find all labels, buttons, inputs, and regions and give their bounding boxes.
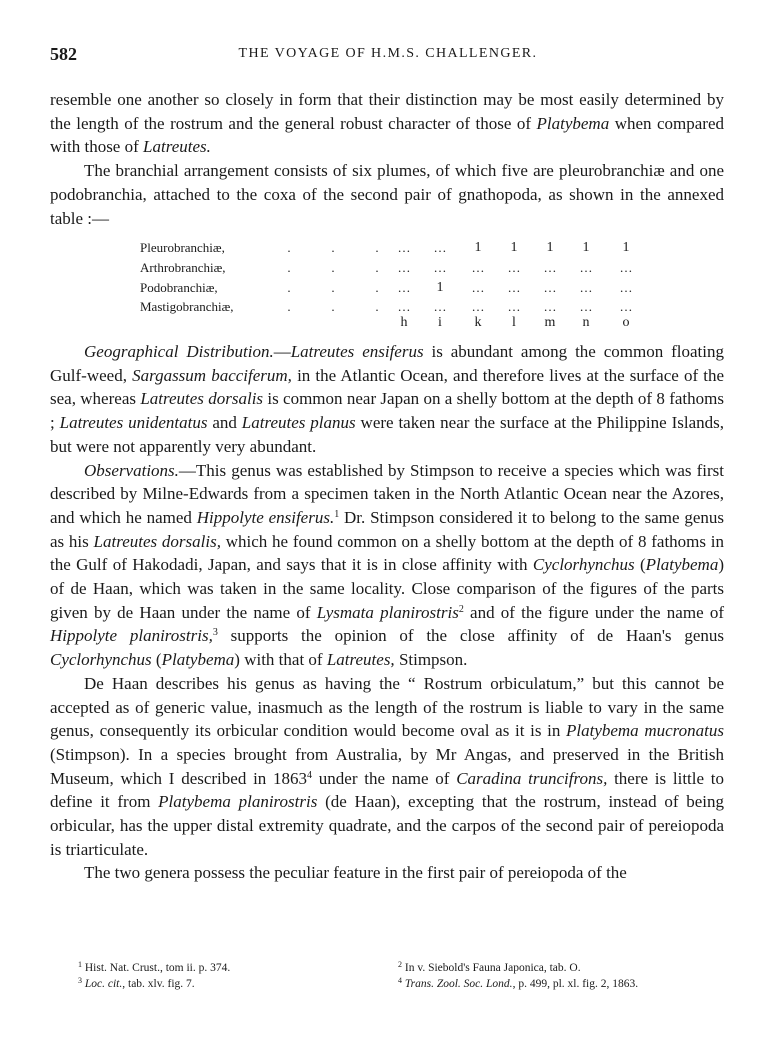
cell-i: 1 <box>436 280 444 295</box>
cell-n: 1 <box>582 240 590 255</box>
column-letter: k <box>474 315 482 330</box>
cell-h: … <box>397 280 411 295</box>
footnote-ref: 4 <box>307 769 313 781</box>
paragraph-two-genera: The two genera possess the peculiar feature in the first pair of pereiopoda of the <box>84 863 627 883</box>
page-number: 582 <box>50 44 77 64</box>
text-block-upper <box>50 88 724 230</box>
cell-o: … <box>619 280 633 295</box>
footnotes <box>78 962 718 1002</box>
cell-m: … <box>543 260 557 275</box>
paragraph-observations: Observations.—This genus was established by Stimpson to receive a species which was first described by Milne-Edwards from a specimen taken in the North Atlantic Ocean near the Azores, and which he named Hippolyte ensiferus.$^1$ Dr. Stimpson considered it to belong to the same genus as his Latreutes dorsalis, which he found common on a shelly bottom at the depth of 8 fathoms in the Gulf of Hakodadi, Japan, and says that it is in close affinity with Cyclorhynchus (Platybema) of de Haan, which was taken in the same locality. Close comparison of the figures of the parts given by de Haan under the name of Lysmata planirostris$^2$ and of the figure under the name of Hippolyte planirostris,$^3$ supports the opinion of the close affinity of de Haan's genus Cyclorhynchus (Platybema) with that of Latreutes, Stimpson. <box>50 460 725 670</box>
cell-i: … <box>433 260 447 275</box>
cell-h: … <box>397 240 411 255</box>
branchial-table: Pleurobranchiæ, . . . … … 1 1 1 1 1 Arthrobranchiæ, . . . … … … … … … … Podobranchiæ, . . . … 1 … … … … … Mastigobranchiæ, . . . … … … … … … … h i k l m n o <box>140 240 660 332</box>
running-title: THE VOYAGE OF H.M.S. CHALLENGER. <box>238 46 538 61</box>
cell-i: … <box>433 299 447 314</box>
cell-o: 1 <box>622 240 630 255</box>
cell-n: … <box>579 299 593 314</box>
paragraph-branchial: The branchial arrangement consists of six plumes, of which five are pleurobranchiæ and one podobranchia, attached to the coxa of the second pair of gnathopoda, as shown in the annexed table :— <box>50 161 724 228</box>
cell-o: … <box>619 260 633 275</box>
cell-m: … <box>543 299 557 314</box>
cell-n: … <box>579 280 593 295</box>
footnote-2: $^2$ In v. Siebold's Fauna Japonica, tab. O. <box>398 960 581 974</box>
footnote-ref: 3 <box>212 627 218 639</box>
footnote-ref: 1 <box>334 508 340 520</box>
row-label: Pleurobranchiæ, <box>140 240 225 255</box>
row-label: Mastigobranchiæ, <box>140 299 234 314</box>
page-header <box>50 44 726 68</box>
text-block-lower <box>50 340 724 885</box>
cell-k: … <box>471 299 485 314</box>
cell-i: … <box>433 240 447 255</box>
cell-l: 1 <box>510 240 518 255</box>
cell-k: 1 <box>474 240 482 255</box>
cell-n: … <box>579 260 593 275</box>
column-letter: m <box>544 315 556 330</box>
footnote-1: $^1$ Hist. Nat. Crust., tom ii. p. 374. <box>78 960 231 974</box>
footnote-3: $^3$ Loc. cit., tab. xlv. fig. 7. <box>78 976 195 990</box>
cell-h: … <box>397 260 411 275</box>
cell-l: … <box>507 260 521 275</box>
cell-k: … <box>471 260 485 275</box>
cell-l: … <box>507 280 521 295</box>
cell-l: … <box>507 299 521 314</box>
cell-o: … <box>619 299 633 314</box>
paragraph-continuation: resemble one another so closely in form that their distinction may be most easily determined by the length of the rostrum and the general robust character of those of Platybema when compared with those of Latreutes. <box>50 90 725 157</box>
column-letter: i <box>438 315 442 330</box>
column-letter: o <box>622 315 630 330</box>
footnote-4: $^4$ Trans. Zool. Soc. Lond., p. 499, pl. xl. fig. 2, 1863. <box>398 976 639 990</box>
cell-k: … <box>471 280 485 295</box>
cell-h: … <box>397 299 411 314</box>
cell-m: 1 <box>546 240 554 255</box>
column-letter: h <box>400 315 408 330</box>
column-letter: l <box>512 315 516 330</box>
column-letter: n <box>582 315 590 330</box>
row-label: Podobranchiæ, <box>140 280 218 295</box>
cell-m: … <box>543 280 557 295</box>
row-label: Arthrobranchiæ, <box>140 260 226 275</box>
paragraph-de-haan: De Haan describes his genus as having the “ Rostrum orbiculatum,” but this cannot be accepted as of generic value, inasmuch as the length of the rostrum is liable to vary in the same genus, consequently its orbicular condition would become oval as it is in Platybema mucronatus (Stimpson). In a species brought from Australia, by Mr Angas, and preserved in the British Museum, which I described in 1863$^4$ under the name of Caradina truncifrons, there is little to define it from Platybema planirostris (de Haan), excepting that the rostrum, instead of being orbicular, has the upper distal extremity quadrate, and the carpos of the second pair of pereiopoda is triarticulate. <box>50 673 725 859</box>
paragraph-geographical-distribution: Geographical Distribution.—Latreutes ensiferus is abundant among the common floating Gulf-weed, Sargassum bacciferum, in the Atlantic Ocean, and therefore lives at the surface of the sea, whereas Latreutes dorsalis is common near Japan on a shelly bottom at the depth of 8 fathoms ; Latreutes unidentatus and Latreutes planus were taken near the surface at the Philippine Islands, but were not apparently very abundant. <box>50 342 725 456</box>
footnote-ref: 2 <box>458 603 464 615</box>
